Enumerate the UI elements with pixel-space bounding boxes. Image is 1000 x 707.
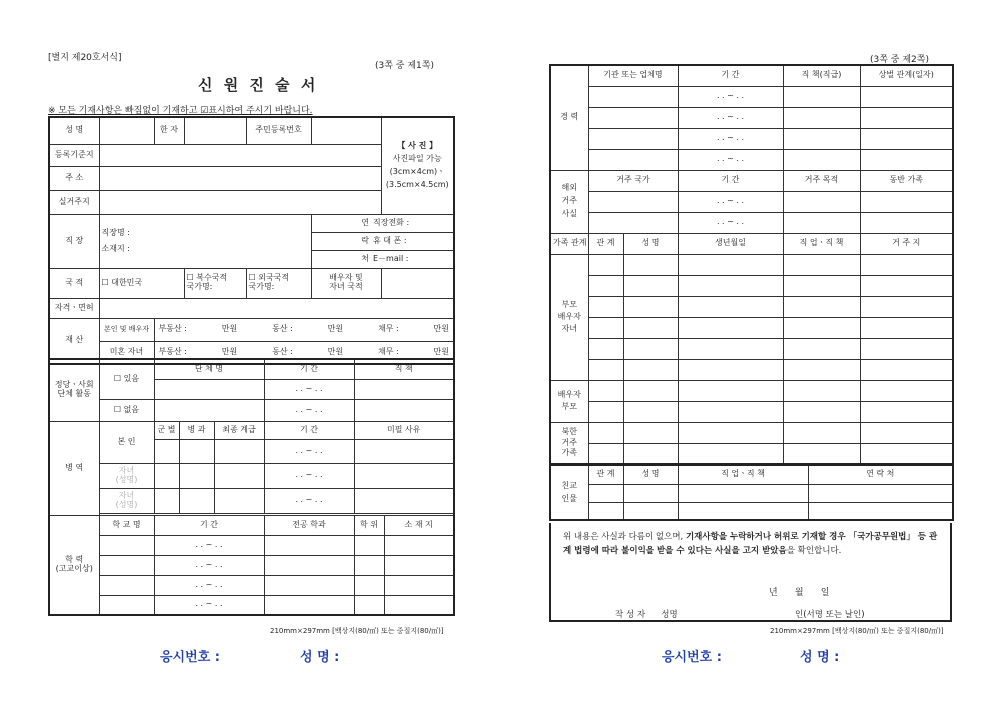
edu-cell[interactable] [99, 535, 154, 555]
edu-period-cell[interactable]: . . ~ . . [154, 575, 264, 595]
family-cell[interactable] [783, 359, 860, 380]
friend-col-contact: 연 락 처 [808, 465, 953, 484]
career-cell[interactable] [783, 128, 860, 149]
family-cell[interactable] [860, 401, 953, 422]
work-tel[interactable]: 직장전화 : [371, 214, 454, 232]
mil-cell[interactable] [179, 463, 214, 488]
applicant-number-1: 응시번호 : [160, 650, 220, 665]
label-education: 학 력 (고교이상) [49, 515, 99, 615]
family-cell[interactable] [783, 338, 860, 359]
edu-cell[interactable] [384, 575, 454, 595]
abroad-cell[interactable] [588, 191, 678, 212]
edu-col-period: 기 간 [154, 515, 264, 535]
mil-cell[interactable] [354, 463, 454, 488]
label-child-2: 자녀 (성명) [99, 488, 154, 513]
family-cell[interactable] [678, 296, 783, 317]
family-cell[interactable] [678, 359, 783, 380]
abroad-cell[interactable] [860, 212, 953, 233]
edu-cell[interactable] [354, 575, 384, 595]
mil-cell[interactable] [354, 488, 454, 513]
label-friends: 친교 인물 [550, 465, 588, 520]
label-nk-family: 북한 거주 가족 [550, 422, 588, 464]
role-cell[interactable] [354, 399, 454, 421]
family-cell[interactable] [860, 380, 953, 401]
contact-3: 처 [311, 250, 371, 268]
work-info[interactable] [99, 214, 311, 268]
family-cell[interactable] [678, 443, 783, 464]
asset-child-row[interactable]: 부동산 : 만원 동산 : 만원 채무 : 만원 [154, 341, 454, 364]
input-spouse-nation[interactable] [381, 268, 454, 298]
friends-table [549, 464, 954, 521]
friend-col-job: 직 업ㆍ직 책 [678, 465, 808, 484]
family-cell[interactable] [588, 422, 623, 443]
family-cell[interactable] [678, 275, 783, 296]
family-cell[interactable] [588, 254, 623, 275]
friend-col-relation: 관 계 [588, 465, 623, 484]
page-label-2: (3쪽 중 제2쪽) [870, 55, 929, 65]
work-name: 직장명 : [101, 228, 130, 237]
family-cell[interactable] [860, 296, 953, 317]
edu-cell[interactable] [264, 595, 354, 615]
input-real-address[interactable] [99, 190, 381, 214]
mil-period-cell[interactable]: . . ~ . . [264, 463, 354, 488]
contact-1: 연 [311, 214, 371, 232]
family-cell[interactable] [623, 296, 678, 317]
photo-size-1: (3cm×4cm)ㆍ [389, 166, 445, 176]
mil-cell[interactable] [214, 488, 264, 513]
abroad-col-country: 거주 국가 [588, 170, 678, 191]
family-cell[interactable] [860, 359, 953, 380]
asset-self-label: 본인 및 배우자 [99, 318, 154, 341]
mil-cell[interactable] [214, 463, 264, 488]
abroad-cell[interactable] [860, 191, 953, 212]
family-cell[interactable] [678, 254, 783, 275]
input-license[interactable] [99, 298, 454, 318]
family-cell[interactable] [678, 422, 783, 443]
label-asset: 재 산 [49, 318, 99, 364]
friend-cell[interactable] [808, 502, 953, 520]
career-cell[interactable] [588, 86, 678, 107]
friend-cell[interactable] [588, 502, 623, 520]
label-hanja: 한 자 [154, 117, 184, 144]
family-cell[interactable] [678, 317, 783, 338]
family-col-residence: 거 주 지 [860, 233, 953, 254]
edu-cell[interactable] [384, 555, 454, 575]
role-cell[interactable] [354, 379, 454, 399]
career-cell[interactable] [860, 86, 953, 107]
friend-cell[interactable] [588, 484, 623, 502]
mil-period-cell[interactable]: . . ~ . . [264, 488, 354, 513]
family-cell[interactable] [860, 275, 953, 296]
career-cell[interactable] [783, 86, 860, 107]
family-cell[interactable] [623, 254, 678, 275]
family-cell[interactable] [588, 443, 623, 464]
career-col-title: 직 책(직급) [783, 65, 860, 86]
writer-label: 작 성 자 성명 [615, 610, 678, 620]
photo-size-2: (3.5cm×4.5cm) [385, 179, 449, 189]
career-col-org: 기관 또는 업체명 [588, 65, 678, 86]
edu-cell[interactable] [384, 595, 454, 615]
period-cell[interactable]: . . ~ . . [264, 379, 354, 399]
family-cell[interactable] [860, 254, 953, 275]
mil-col-arm: 병 과 [179, 421, 214, 439]
family-cell[interactable] [783, 275, 860, 296]
career-cell[interactable] [588, 107, 678, 128]
abroad-period-cell[interactable]: . . ~ . . [678, 212, 783, 233]
career-cell[interactable] [783, 149, 860, 170]
edu-cell[interactable] [384, 535, 454, 555]
label-real-address: 실거주지 [49, 190, 99, 214]
label-license: 자격ㆍ면허 [49, 298, 99, 318]
family-cell[interactable] [783, 401, 860, 422]
family-cell[interactable] [623, 338, 678, 359]
edu-cell[interactable] [264, 575, 354, 595]
confirmation-text: 위 내용은 사실과 다름이 없으며, 기재사항을 누락하거나 허위로 기재할 경우 「국가공무원법」 등 관계 법령에 따라 불이익을 받을 수 있다는 사실을 고지 받았음을 확인합니다. [563, 532, 938, 556]
friend-col-name: 성 명 [623, 465, 678, 484]
family-cell[interactable] [783, 254, 860, 275]
mil-cell[interactable] [179, 488, 214, 513]
family-col-name: 성 명 [623, 233, 678, 254]
family-cell[interactable] [623, 401, 678, 422]
edu-cell[interactable] [264, 535, 354, 555]
col-period: 기 간 [264, 359, 354, 379]
org-cell[interactable] [154, 379, 264, 399]
applicant-name-2: 성 명 : [800, 650, 840, 665]
family-cell[interactable] [783, 296, 860, 317]
period-cell[interactable]: . . ~ . . [264, 399, 354, 421]
check-korea[interactable]: ☐ 대한민국 [99, 268, 184, 298]
form-title: 신 원 진 술 서 [198, 76, 319, 94]
abroad-col-family: 동반 가족 [860, 170, 953, 191]
mil-cell[interactable] [179, 439, 214, 463]
activity-table [48, 358, 455, 616]
mil-col-reason: 미필 사유 [354, 421, 454, 439]
career-cell[interactable] [588, 128, 678, 149]
input-hanja[interactable] [184, 117, 246, 144]
date-line[interactable]: 년 월 일 [769, 588, 830, 598]
abroad-col-period: 기 간 [678, 170, 783, 191]
family-cell[interactable] [860, 422, 953, 443]
family-cell[interactable] [783, 317, 860, 338]
family-cell[interactable] [783, 443, 860, 464]
edu-col-school: 학 교 명 [99, 515, 154, 535]
career-period-cell[interactable]: . . ~ . . [678, 149, 783, 170]
label-child-1: 자녀 (성명) [99, 463, 154, 488]
family-cell[interactable] [588, 359, 623, 380]
family-cell[interactable] [783, 380, 860, 401]
paper-spec-2: 210mm×297mm [백상지(80/㎡) 또는 중질지(80/㎡)] [770, 627, 944, 635]
photo-note: 사진파일 가능 [392, 153, 442, 163]
label-name: 성 명 [49, 117, 99, 144]
career-col-award: 상벌 관계(일자) [860, 65, 953, 86]
input-address[interactable] [99, 166, 381, 190]
edu-cell[interactable] [99, 555, 154, 575]
edu-period-cell[interactable]: . . ~ . . [154, 535, 264, 555]
label-work: 직 장 [49, 214, 99, 268]
label-spouse-nation: 배우자 및 자녀 국적 [311, 268, 381, 298]
career-period-cell[interactable]: . . ~ . . [678, 128, 783, 149]
input-name[interactable] [99, 117, 154, 144]
family-cell[interactable] [588, 296, 623, 317]
career-period-cell[interactable]: . . ~ . . [678, 86, 783, 107]
input-rrn[interactable] [311, 117, 381, 144]
career-cell[interactable] [783, 107, 860, 128]
label-rrn: 주민등록번호 [246, 117, 311, 144]
family-cell[interactable] [678, 380, 783, 401]
friend-cell[interactable] [678, 484, 808, 502]
edu-period-cell[interactable]: . . ~ . . [154, 555, 264, 575]
col-org: 단 체 명 [154, 359, 264, 379]
edu-col-location: 소 재 지 [384, 515, 454, 535]
signature-field[interactable]: 인(서명 또는 날인) [795, 610, 865, 620]
applicant-name-1: 성 명 : [300, 650, 340, 665]
edu-col-degree: 학 위 [354, 515, 384, 535]
family-cell[interactable] [860, 443, 953, 464]
family-cell[interactable] [623, 359, 678, 380]
edu-cell[interactable] [264, 555, 354, 575]
label-self: 본 인 [99, 421, 154, 463]
abroad-cell[interactable] [783, 212, 860, 233]
check-foreign[interactable]: ☐ 외국국적 국가명: [246, 268, 311, 298]
edu-cell[interactable] [354, 595, 384, 615]
mil-period-cell[interactable]: . . ~ . . [264, 439, 354, 463]
col-role: 직 책 [354, 359, 454, 379]
paper-spec-1: 210mm×297mm [백상지(80/㎡) 또는 중질지(80/㎡)] [270, 627, 444, 635]
contact-2: 락 [311, 232, 371, 250]
family-cell[interactable] [623, 422, 678, 443]
family-col-job: 직 업ㆍ직 책 [783, 233, 860, 254]
edu-col-major: 전공 학과 [264, 515, 354, 535]
family-cell[interactable] [860, 317, 953, 338]
career-family-table [549, 64, 954, 465]
label-address: 주 소 [49, 166, 99, 190]
mil-col-period: 기 간 [264, 421, 354, 439]
label-parents: 부모 배우자 자녀 [550, 254, 588, 380]
email[interactable]: E－mail : [371, 250, 454, 268]
career-cell[interactable] [860, 107, 953, 128]
friend-cell[interactable] [623, 502, 678, 520]
label-in-laws: 배우자 부모 [550, 380, 588, 422]
family-cell[interactable] [783, 422, 860, 443]
family-cell[interactable] [588, 317, 623, 338]
personal-info-table [48, 116, 455, 365]
asset-self-row[interactable]: 부동산 : 만원 동산 : 만원 채무 : 만원 [154, 318, 454, 341]
family-cell[interactable] [623, 443, 678, 464]
edu-period-cell[interactable]: . . ~ . . [154, 595, 264, 615]
family-cell[interactable] [588, 401, 623, 422]
label-party: 정당ㆍ사회 단체 활동 [49, 359, 99, 421]
mil-cell[interactable] [214, 439, 264, 463]
form-number: [별지 제20호서식] [48, 53, 122, 63]
page-label-1: (3쪽 중 제1쪽) [375, 61, 434, 71]
mil-cell[interactable] [154, 488, 179, 513]
abroad-cell[interactable] [783, 191, 860, 212]
photo-box[interactable] [381, 117, 454, 214]
friend-cell[interactable] [678, 502, 808, 520]
form-notice: ※ 모든 기재사항은 빠짐없이 기재하고 ☑표시하여 주시기 바랍니다. [48, 106, 313, 116]
abroad-col-purpose: 거주 목적 [783, 170, 860, 191]
family-cell[interactable] [588, 275, 623, 296]
family-cell[interactable] [623, 380, 678, 401]
edu-cell[interactable] [99, 575, 154, 595]
family-cell[interactable] [588, 380, 623, 401]
check-no[interactable]: ☐ 없음 [99, 399, 154, 421]
label-abroad: 해외 거주 사실 [550, 170, 588, 233]
photo-label: 【 사 진 】 [397, 141, 438, 151]
edu-cell[interactable] [354, 535, 384, 555]
friend-cell[interactable] [808, 484, 953, 502]
mil-col-branch: 군 별 [154, 421, 179, 439]
mil-col-rank: 최종 계급 [214, 421, 264, 439]
family-col-birth: 생년월일 [678, 233, 783, 254]
check-yes[interactable]: ☐ 있음 [99, 359, 154, 399]
mil-cell[interactable] [154, 463, 179, 488]
mil-cell[interactable] [354, 439, 454, 463]
edu-cell[interactable] [99, 595, 154, 615]
work-location: 소재지 : [101, 244, 130, 253]
career-cell[interactable] [860, 149, 953, 170]
label-nation: 국 적 [49, 268, 99, 298]
asset-child-label: 미혼 자녀 [99, 341, 154, 364]
career-cell[interactable] [860, 128, 953, 149]
career-col-period: 기 간 [678, 65, 783, 86]
family-col-relation: 관 계 [588, 233, 623, 254]
mobile[interactable]: 휴 대 폰 : [371, 232, 454, 250]
org-cell[interactable] [154, 399, 264, 421]
family-cell[interactable] [678, 338, 783, 359]
input-reg[interactable] [99, 144, 381, 166]
family-cell[interactable] [623, 317, 678, 338]
edu-cell[interactable] [354, 555, 384, 575]
check-dual[interactable]: ☐ 복수국적 국가명: [184, 268, 246, 298]
label-career: 경 력 [550, 65, 588, 170]
label-family: 가족 관계 [550, 233, 588, 254]
applicant-number-2: 응시번호 : [662, 650, 722, 665]
family-cell[interactable] [678, 401, 783, 422]
label-military: 병 역 [49, 421, 99, 515]
career-cell[interactable] [588, 149, 678, 170]
confirmation-box [549, 523, 952, 622]
abroad-cell[interactable] [588, 212, 678, 233]
mil-cell[interactable] [154, 439, 179, 463]
abroad-period-cell[interactable]: . . ~ . . [678, 191, 783, 212]
family-cell[interactable] [588, 338, 623, 359]
label-reg: 등록기준지 [49, 144, 99, 166]
friend-cell[interactable] [623, 484, 678, 502]
family-cell[interactable] [860, 338, 953, 359]
career-period-cell[interactable]: . . ~ . . [678, 107, 783, 128]
family-cell[interactable] [623, 275, 678, 296]
